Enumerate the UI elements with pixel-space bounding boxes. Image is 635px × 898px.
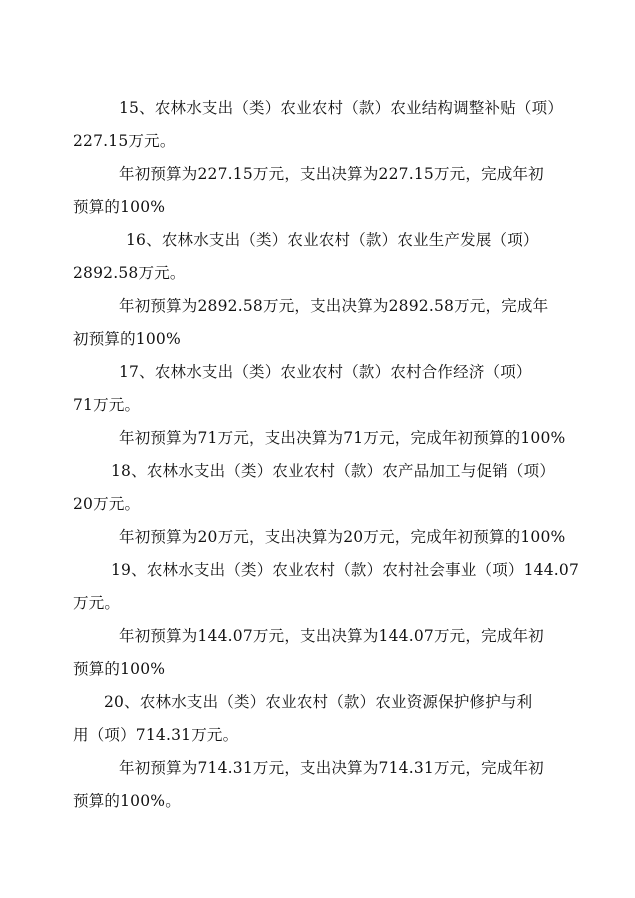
item-20-heading-line-2: 用（项）714.31万元。 — [73, 726, 239, 744]
item-20-detail-line-1: 年初预算为714.31万元，支出决算为714.31万元，完成年初 — [119, 759, 544, 777]
item-16-heading-line-2: 2892.58万元。 — [73, 264, 186, 282]
item-16-detail-line-1: 年初预算为2892.58万元，支出决算为2892.58万元，完成年 — [119, 297, 549, 315]
item-17-heading-line-1: 17、农林水支出（类）农业农村（款）农村合作经济（项） — [119, 363, 532, 381]
item-16-detail-line-2: 初预算的100% — [73, 330, 181, 348]
item-15-detail-line-2: 预算的100% — [73, 198, 166, 216]
item-20-heading-line-1: 20、农林水支出（类）农业农村（款）农业资源保护修护与利 — [104, 693, 533, 711]
item-20-detail-line-2: 预算的100%。 — [73, 792, 181, 810]
item-16-heading-line-1: 16、农林水支出（类）农业农村（款）农业生产发展（项） — [126, 231, 539, 249]
item-17-heading-line-2: 71万元。 — [73, 396, 141, 414]
item-19-detail-line-2: 预算的100% — [73, 660, 166, 678]
item-19-heading-line-1: 19、农林水支出（类）农业农村（款）农村社会事业（项）144.07 — [111, 561, 580, 579]
item-15-heading-line-1: 15、农林水支出（类）农业农村（款）农业结构调整补贴（项） — [119, 99, 564, 117]
item-18-heading-line-2: 20万元。 — [73, 495, 141, 513]
item-18-detail-line-1: 年初预算为20万元，支出决算为20万元，完成年初预算的100% — [119, 528, 566, 546]
item-18-heading-line-1: 18、农林水支出（类）农业农村（款）农产品加工与促销（项） — [111, 462, 556, 480]
item-15-detail-line-1: 年初预算为227.15万元，支出决算为227.15万元，完成年初 — [119, 165, 544, 183]
item-15-heading-line-2: 227.15万元。 — [73, 132, 176, 150]
item-17-detail-line-1: 年初预算为71万元，支出决算为71万元，完成年初预算的100% — [119, 429, 566, 447]
item-19-heading-line-2: 万元。 — [73, 594, 121, 612]
item-19-detail-line-1: 年初预算为144.07万元，支出决算为144.07万元，完成年初 — [119, 627, 544, 645]
